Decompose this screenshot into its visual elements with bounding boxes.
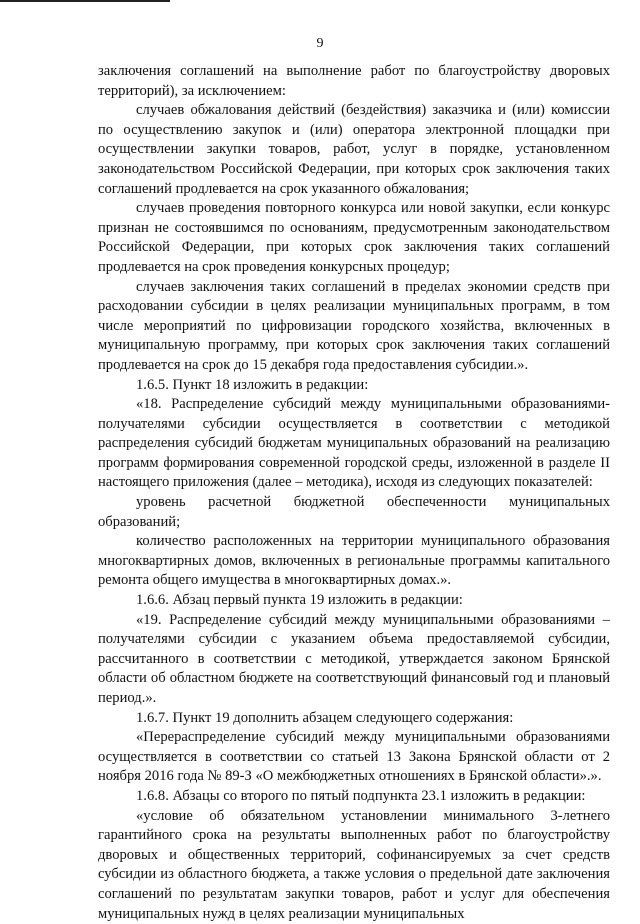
paragraph: 1.6.7. Пункт 19 дополнить абзацем следующего содержания: <box>136 709 514 726</box>
paragraph: количество расположенных на территории муниципального образования многоквартирных домов, включенных в региональные программы капитального ремонта общего имущества в многоквартирных домах.». <box>98 533 610 589</box>
paragraph: «19. Распределение субсидий между муниципальными образованиями – получателями субсидии с указанием объема предоставляемой субсидии, рассчитанного в соответствии с методикой, утверждается законом Брянской области об областном бюджете на соответствующий финансовый год и плановый период.». <box>98 611 610 706</box>
paragraph: случаев проведения повторного конкурса или новой закупки, если конкурс признан не состоявшимся по основаниям, предусмотренным законодательством Российской Федерации, при которых срок заключения таких соглашений продлевается на срок проведения конкурсных процедур; <box>98 200 610 275</box>
paragraph: «условие об обязательном установлении минимального 3-летнего гарантийного срока на результаты выполненных работ по благоустройству дворовых и общественных территорий, софинансируемых за счет средств субсидии из областного бюджета, а также условия о предельной дате заключения соглашений по результатам закупки товаров, работ и услуг для обеспечения муниципальных нужд в целях реализации муниципальных <box>98 807 610 922</box>
paragraph: 1.6.6. Абзац первый пункта 19 изложить в редакции: <box>136 592 463 609</box>
page-number: 9 <box>316 36 324 51</box>
paragraph: случаев обжалования действий (бездействия) заказчика и (или) комиссии по осуществлению закупок и (или) оператора электронной площадки при осуществлении закупки товаров, работ, услуг в порядке, установленном законодательством Российской Федерации, при которых срок заключения таких соглашений продлевается на срок указанного обжалования; <box>98 102 610 197</box>
paragraph: уровень расчетной бюджетной обеспеченности муниципальных образований; <box>98 494 610 530</box>
top-rule <box>0 0 170 2</box>
paragraph: 1.6.8. Абзацы со второго по пятый подпункта 23.1 изложить в редакции: <box>136 787 586 804</box>
paragraph: случаев заключения таких соглашений в пределах экономии средств при расходовании субсидии в целях реализации муниципальных программ, в том числе мероприятий по цифровизации городского хозяйства, включенных в муниципальную программу, при которых срок заключения таких соглашений продлевается на срок до 15 декабря года предоставления субсидии.». <box>98 278 610 373</box>
document-body <box>98 62 610 924</box>
paragraph: «Перераспределение субсидий между муниципальными образованиями осуществляется в соответствии со статьей 13 Закона Брянской области от 2 ноября 2016 года № 89-З «О межбюджетных отношениях в Брянской области».». <box>98 729 610 785</box>
paragraph: заключения соглашений на выполнение работ по благоустройству дворовых территорий), за исключением: <box>98 63 610 99</box>
paragraph: 1.6.5. Пункт 18 изложить в редакции: <box>136 376 369 393</box>
paragraph: «18. Распределение субсидий между муниципальными образованиями-получателями субсидии осуществляется в соответствии с методикой распределения субсидий бюджетам муниципальных образований на реализацию программ формирования современной городской среды, изложенной в разделе II настоящего приложения (далее – методика), исходя из следующих показателей: <box>98 396 610 491</box>
